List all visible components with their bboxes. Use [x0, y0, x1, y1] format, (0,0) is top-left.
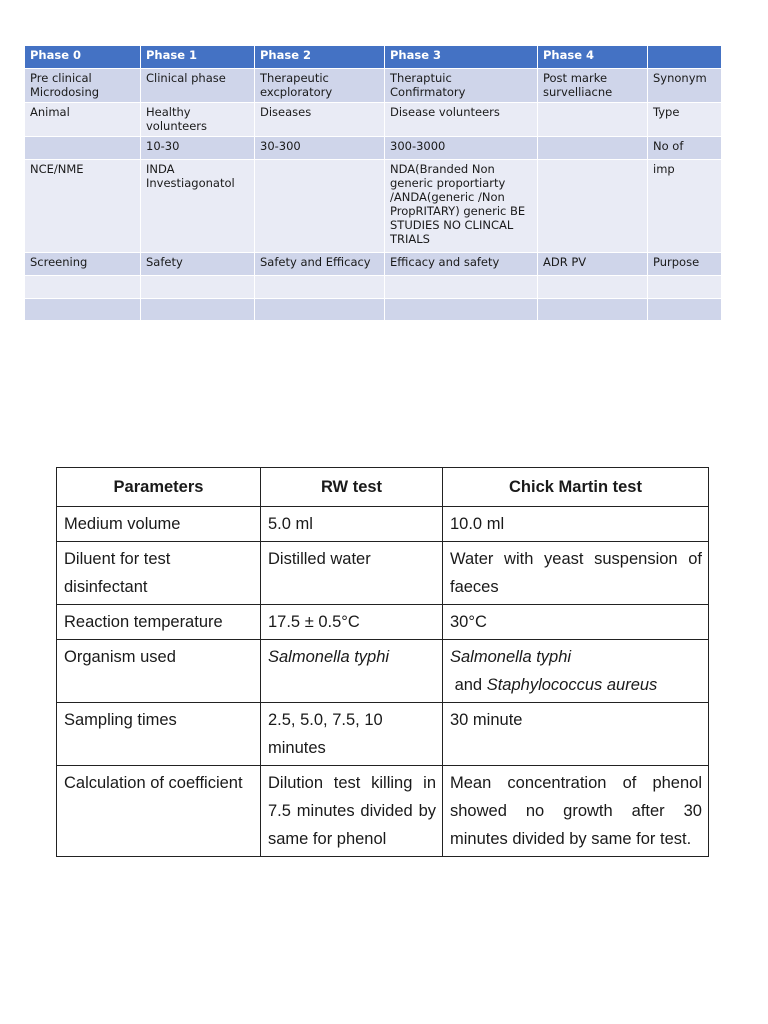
- table-row: [25, 137, 722, 160]
- table-cell: Efficacy and safety: [390, 255, 500, 269]
- table-cell: Purpose: [653, 255, 700, 269]
- chick-cell: [443, 640, 709, 703]
- chick-cell: 10.0 ml: [443, 507, 709, 542]
- header-rw-test: RW test: [261, 468, 443, 507]
- table-cell: imp: [653, 162, 675, 176]
- rw-cell: 5.0 ml: [261, 507, 443, 542]
- table-cell: NDA(Branded Non generic proportiarty /ANDA(generic /Non PropRITARY) generic BE STUDIES NO CLINCAL TRIALS: [390, 162, 526, 246]
- table-cell: ADR PV: [543, 255, 587, 269]
- table-row: [57, 766, 709, 857]
- chick-cell: Mean concentration of phenol showed no growth after 30 minutes divided by same for test.: [443, 766, 709, 857]
- table-cell: Therapeutic excploratory: [260, 71, 333, 99]
- organism-name: Salmonella typhi: [450, 648, 572, 666]
- table-cell: 10-30: [146, 139, 180, 153]
- table-row: [57, 542, 709, 605]
- conjunction-text: and: [450, 676, 487, 694]
- table-cell: Screening: [30, 255, 88, 269]
- rw-cell: 17.5 ± 0.5°C: [261, 605, 443, 640]
- parameter-cell: Sampling times: [57, 703, 261, 766]
- table-cell: Safety and Efficacy: [260, 255, 371, 269]
- table-cell: Healthy volunteers: [146, 105, 207, 133]
- table-cell: Theraptuic Confirmatory: [390, 71, 466, 99]
- table-row: [25, 160, 722, 253]
- header-phase-4: Phase 4: [538, 46, 648, 69]
- table-cell: NCE/NME: [30, 162, 84, 176]
- header-phase-2: Phase 2: [255, 46, 385, 69]
- header-phase-0: Phase 0: [25, 46, 141, 69]
- parameter-cell: Diluent for test disinfectant: [57, 542, 261, 605]
- header-parameters: Parameters: [57, 468, 261, 507]
- disinfectant-tests-table: [56, 467, 709, 857]
- table-cell: Diseases: [260, 105, 312, 119]
- table-row: [57, 605, 709, 640]
- rw-cell: Salmonella typhi: [261, 640, 443, 703]
- parameter-cell: Organism used: [57, 640, 261, 703]
- table-row: [25, 299, 722, 321]
- chick-cell: 30 minute: [443, 703, 709, 766]
- header-chick-martin-test: Chick Martin test: [443, 468, 709, 507]
- table-cell: Synonym: [653, 71, 707, 85]
- header-phase-3: Phase 3: [385, 46, 538, 69]
- table-cell: No of: [653, 139, 684, 153]
- table-cell: Animal: [30, 105, 70, 119]
- header-empty: [648, 46, 722, 69]
- table-cell: Post marke survelliacne: [543, 71, 613, 99]
- clinical-phases-table: [24, 45, 722, 321]
- rw-cell: 2.5, 5.0, 7.5, 10 minutes: [261, 703, 443, 766]
- table-row: [57, 640, 709, 703]
- rw-cell: Dilution test killing in 7.5 minutes divided by same for phenol: [261, 766, 443, 857]
- table-row: [25, 103, 722, 137]
- parameter-cell: Calculation of coefficient: [57, 766, 261, 857]
- table-row: [57, 507, 709, 542]
- organism-name: Staphylococcus aureus: [486, 676, 658, 694]
- table-cell: Safety: [146, 255, 183, 269]
- parameter-cell: Reaction temperature: [57, 605, 261, 640]
- chick-cell: 30°C: [443, 605, 709, 640]
- table-row: [25, 69, 722, 103]
- table-cell: 30-300: [260, 139, 301, 153]
- table-cell: Pre clinical Microdosing: [30, 71, 100, 99]
- table-cell: Clinical phase: [146, 71, 226, 85]
- table-cell: 300-3000: [390, 139, 446, 153]
- table-cell: INDA Investiagonatol: [146, 162, 235, 190]
- table-cell: Disease volunteers: [390, 105, 500, 119]
- table-row: [25, 253, 722, 276]
- table-row: [25, 276, 722, 299]
- tests-header-row: [57, 468, 709, 507]
- rw-cell: Distilled water: [261, 542, 443, 605]
- header-phase-1: Phase 1: [141, 46, 255, 69]
- parameter-cell: Medium volume: [57, 507, 261, 542]
- phases-header-row: [25, 46, 722, 69]
- table-cell: Type: [653, 105, 680, 119]
- table-row: [57, 703, 709, 766]
- chick-cell: Water with yeast suspension of faeces: [443, 542, 709, 605]
